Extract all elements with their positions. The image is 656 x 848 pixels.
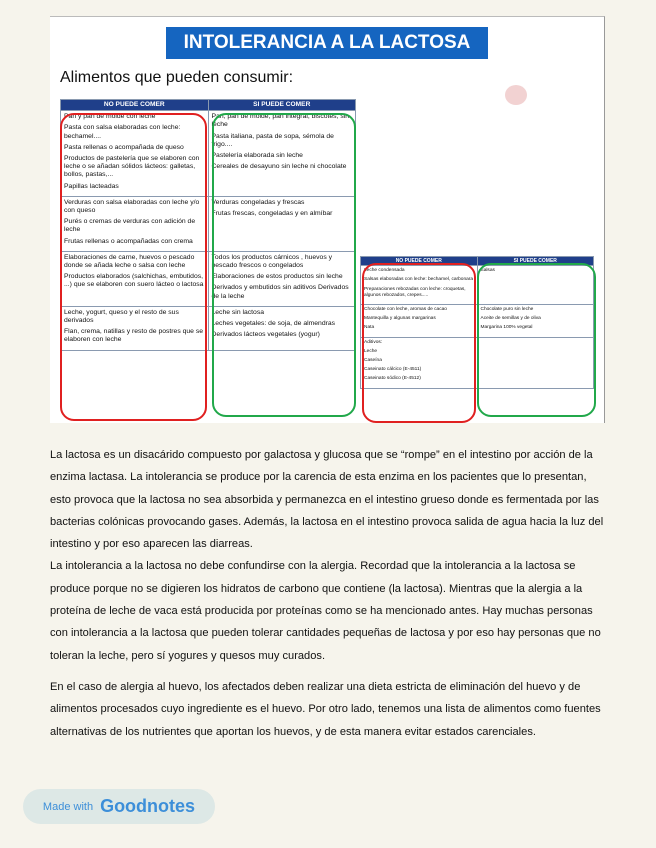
cell-line: Chocolate puro sin leche: [480, 307, 534, 313]
green-highlight-ring-small: [477, 263, 596, 417]
cell-line: Leche: [364, 348, 378, 354]
cell-line: Flan, crema, natillas y resto de postres que se elaboren con leche: [64, 328, 204, 344]
cell-line: Aceite de semillas y de oliva: [480, 316, 541, 322]
cell-line: Pan y pan de molde con leche: [64, 113, 156, 121]
header-no-puede: NO PUEDE COMER: [361, 257, 478, 266]
paragraph-alergia-huevo: En el caso de alergia al huevo, los afectados deben realizar una dieta estricta de eliminación del huevo y de alimentos procesados cuyo ingrediente es el huevo. Por otro lado, tenemos una lista de alimentos como fuentes alternativas de los nutrientes que aportan los huevos, y de esta manera evitar estados carenciales.: [50, 680, 601, 738]
cell-line: Preparaciones rebozadas con leche: croquetas, algunos rebozados, crepes.....: [364, 286, 466, 298]
cell-line: Productos elaborados (salchichas, embutidos, ...) que se elaboren con suero lácteo o lactosa: [64, 273, 204, 289]
cell-line: Leche sin lactosa: [211, 308, 265, 316]
green-highlight-ring: [212, 113, 356, 417]
cell-line: Derivados y embutidos sin aditivos Derivados de la leche: [211, 284, 349, 300]
cell-line: Elaboraciones de carne, huevos o pescado donde se añada leche o salsa con leche: [64, 253, 195, 270]
header-si-puede: SI PUEDE COMER: [477, 257, 594, 266]
goodnotes-badge[interactable]: [23, 789, 215, 824]
header-no-puede: NO PUEDE COMER: [61, 100, 209, 111]
slide-title: INTOLERANCIA A LA LACTOSA: [166, 27, 488, 59]
cell-line: Chocolate con leche, aromas de cacao: [364, 307, 447, 313]
cell-line: Leche, yogurt, queso y el resto de sus derivados: [64, 308, 179, 325]
red-highlight-ring: [60, 113, 207, 421]
cell-line: Verduras congeladas y frescas: [211, 198, 305, 206]
cell-line: Caseína: [364, 358, 382, 364]
slide-image: [50, 16, 605, 423]
pink-mark: [505, 85, 527, 105]
cell-line: Papillas lacteadas: [64, 182, 119, 190]
goodnotes-logo: Goodnotes: [100, 796, 196, 816]
cell-line: Caseinato sódico (E-4512): [364, 376, 421, 382]
red-highlight-ring-small: [362, 263, 476, 423]
cell-line: Pastelería elaborada sin leche: [211, 152, 303, 160]
cell-line: Nata: [364, 325, 375, 331]
body-text: [50, 444, 606, 743]
cell-line: Leches vegetales: de soja, de almendras: [211, 320, 336, 328]
header-si-puede: SI PUEDE COMER: [208, 100, 356, 111]
cell-line: Purés o cremas de verduras con adición de leche: [64, 218, 196, 234]
cell-line: Leche condensada: [364, 268, 405, 274]
slide-subtitle: Alimentos que pueden consumir:: [60, 69, 294, 86]
cell-line: Margarina 100% vegetal: [480, 325, 533, 331]
cell-line: Pan, pan de molde, pan integral, biscotes, sin leche: [211, 113, 350, 129]
cell-line: Verduras con salsa elaboradas con leche y/o con queso: [64, 198, 200, 215]
cell-line: Elaboraciones de estos productos sin leche: [211, 273, 343, 281]
cell-line: Mantequilla y algunas margarinas: [364, 316, 436, 322]
cell-line: Derivados lácteos vegetales (yogur): [211, 331, 320, 339]
cell-line: Salsas elaboradas con leche: bechamel, carbonara: [364, 277, 474, 283]
paragraph-lactosa: La lactosa es un disacárido compuesto por galactosa y glucosa que se “rompe” en el intestino por acción de la enzima lactasa. La intolerancia se produce por la carencia de esta enzima en los pacientes que lo presentan, esto provoca que la lactosa no sea absorbida y permanezca en el intestino grueso donde es fermentada por las bacterias colónicas provocando gases. Además, la lactosa en el intestino provoca salida de agua hacia la luz del intestino y por eso aparecen las diarreas.: [50, 449, 604, 551]
paragraph-intolerancia: La intolerancia a la lactosa no debe confundirse con la alergia. Recordad que la intolerancia a la lactosa se produce porque no se digieren los hidratos de carbono que contiene (la lactosa). Mientras que la alergia a la proteína de leche de vaca está producida por proteínas como se ha mencionado antes. Hay muchas personas con intolerancia a la lactosa que pueden tolerar cantidades pequeñas de lactosa y por eso hay personas que no toleran la leche, pero sí yogures y quesos muy curados.: [50, 560, 601, 662]
cell-line: Pasta italiana, pasta de sopa, sémola de trigo....: [211, 132, 334, 148]
cell-line: Pasta con salsa elaboradas con leche: bechamel....: [64, 124, 181, 140]
cell-line: Caseinato cálcico (E-4511): [364, 367, 422, 373]
cell-line: Aditivos:: [364, 339, 383, 345]
cell-line: Cereales de desayuno sin leche ni chocolate: [211, 163, 347, 171]
cell-line: Salsas: [480, 268, 495, 274]
cell-line: Todos los productos cárnicos , huevos y pescado frescos o congelados: [211, 253, 333, 270]
cell-line: Productos de pastelería que se elaboren con leche o se añadan sólidos lácteos: galletas, bollos, pastas,...: [64, 155, 200, 179]
cell-line: Pasta rellenas o acompañada de queso: [64, 143, 184, 151]
cell-line: Frutas rellenas o acompañadas con crema: [64, 237, 193, 245]
cell-line: Frutas frescas, congeladas y en almíbar: [211, 210, 333, 218]
badge-prefix: Made with: [42, 800, 94, 813]
